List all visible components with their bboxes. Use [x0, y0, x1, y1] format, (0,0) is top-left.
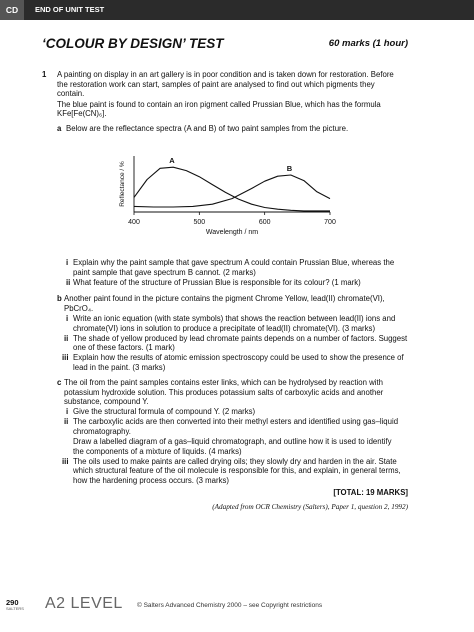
part-b-iii-label: iii — [62, 353, 69, 362]
part-a-i-label: i — [66, 258, 69, 267]
part-c-iii-line-2: which structural feature of the oil molecule is responsible for this, and explain, in general terms, — [73, 466, 401, 475]
part-b-line-2: PbCrO₄. — [64, 303, 94, 313]
part-b-ii-line-1: The shade of yellow produced by lead chromate paints depends on a number of factors. Suggest — [73, 333, 408, 343]
part-a-ii-line-1: What feature of the structure of Prussian Blue is responsible for its colour? (1 mark) — [73, 278, 361, 287]
part-c-iii-label: iii — [62, 456, 69, 466]
series-line-a — [134, 167, 330, 211]
part-b-i-line-1: Write an ionic equation (with state symbols) that shows the reaction between lead(II) ions and — [73, 314, 396, 323]
part-c-ii-line-2: chromatography. — [73, 426, 131, 436]
total-marks-heading: 60 marks (1 hour) — [328, 38, 408, 49]
part-a-label: a — [57, 124, 62, 133]
source-citation: (Adapted from OCR Chemistry (Salters), Paper 1, question 2, 1992) — [212, 503, 408, 511]
part-a-i-line-1: Explain why the paint sample that gave spectrum A could contain Prussian Blue, whereas the — [73, 258, 395, 267]
copyright-notice: © Salters Advanced Chemistry 2000 – see Copyright restrictions — [137, 602, 323, 609]
intro-line-3: contain. — [57, 89, 85, 98]
part-b-iii-line-2: lead in the paint. (3 marks) — [73, 362, 166, 372]
publisher-mark: SALTERS — [6, 606, 24, 611]
level-label: A2 LEVEL — [45, 595, 123, 612]
part-c-i-line-1: Give the structural formula of compound Y. (2 marks) — [73, 407, 256, 416]
part-c-ii-label: ii — [64, 417, 69, 426]
header-title: END OF UNIT TEST — [35, 5, 105, 14]
series-label-b: B — [286, 164, 293, 174]
unit-code-badge: CD — [0, 0, 24, 20]
part-b-iii-line-1: Explain how the results of atomic emission spectroscopy could be used to show the presence of — [73, 353, 404, 362]
part-b-i-label: i — [66, 314, 69, 323]
question-number: 1 — [42, 70, 47, 79]
series-line-b — [134, 175, 330, 207]
x-tick-label: 500 — [193, 219, 206, 226]
part-c-ii-line-4: the components of a mixture of liquids. (4 marks) — [73, 446, 242, 456]
part-b-i-line-2: chromate(VI) ions in solution to produce a precipitate of lead(II) chromate(VI). (3 marks) — [73, 323, 376, 333]
header-bar — [0, 0, 474, 20]
part-a-text: Below are the reflectance spectra (A and B) of two paint samples from the picture. — [66, 124, 349, 133]
prussian-blue-formula: KFe[Fe(CN)₆]. — [57, 109, 107, 118]
part-c-ii-line-3: Draw a labelled diagram of a gas–liquid chromatograph, and outline how it is used to identify — [73, 437, 392, 446]
page-title: ‘COLOUR BY DESIGN’ TEST — [42, 36, 224, 51]
x-tick-label: 600 — [258, 219, 271, 226]
prussian-blue-line: The blue paint is found to contain an iron pigment called Prussian Blue, which has the formula — [57, 99, 381, 109]
x-axis-label: Wavelength / nm — [205, 229, 259, 236]
intro-line-1: A painting on display in an art gallery is in poor condition and is taken down for restoration. Before — [57, 70, 394, 79]
part-c-line-3: substance, compound Y. — [64, 397, 149, 406]
part-c-iii-line-1: The oils used to make paints are called drying oils; they slowly dry and harden in the air. State — [73, 456, 397, 466]
x-tick-label: 700 — [324, 219, 336, 226]
part-b-ii-line-2: one of these factors. (1 mark) — [73, 343, 175, 352]
part-b-line-1: Another paint found in the picture contains the pigment Chrome Yellow, lead(II) chromate(VI), — [64, 294, 385, 303]
part-c-i-label: i — [66, 407, 69, 416]
part-c-line-2: potassium hydroxide solution. This produces potassium salts of carboxylic acids and another — [64, 387, 384, 397]
part-a-i-line-2: paint sample that gave spectrum B cannot. (2 marks) — [73, 267, 256, 277]
x-tick-label: 400 — [128, 219, 140, 226]
part-c-label: c — [57, 378, 62, 387]
part-c-line-1: The oil from the paint samples contains ester links, which can be hydrolysed by reaction with — [64, 378, 383, 387]
page-number: 290 — [6, 598, 19, 607]
part-c-ii-line-1: The carboxylic acids are then converted into their methyl esters and identified using gas–liquid — [73, 417, 399, 426]
total-marks: [TOTAL: 19 MARKS] — [333, 488, 408, 497]
series-label-a: A — [169, 156, 175, 166]
part-b-ii-label: ii — [64, 333, 69, 343]
part-c-iii-line-3: how the hardening process occurs. (3 marks) — [73, 475, 230, 485]
part-a-ii-label: ii — [66, 278, 71, 287]
intro-line-2: the restoration work can start, samples of paint are analysed to find out which pigments they — [57, 79, 375, 89]
part-b-label: b — [57, 294, 62, 303]
reflectance-spectra-chart — [110, 150, 340, 245]
y-axis-label: Reflectance / % — [119, 161, 126, 207]
